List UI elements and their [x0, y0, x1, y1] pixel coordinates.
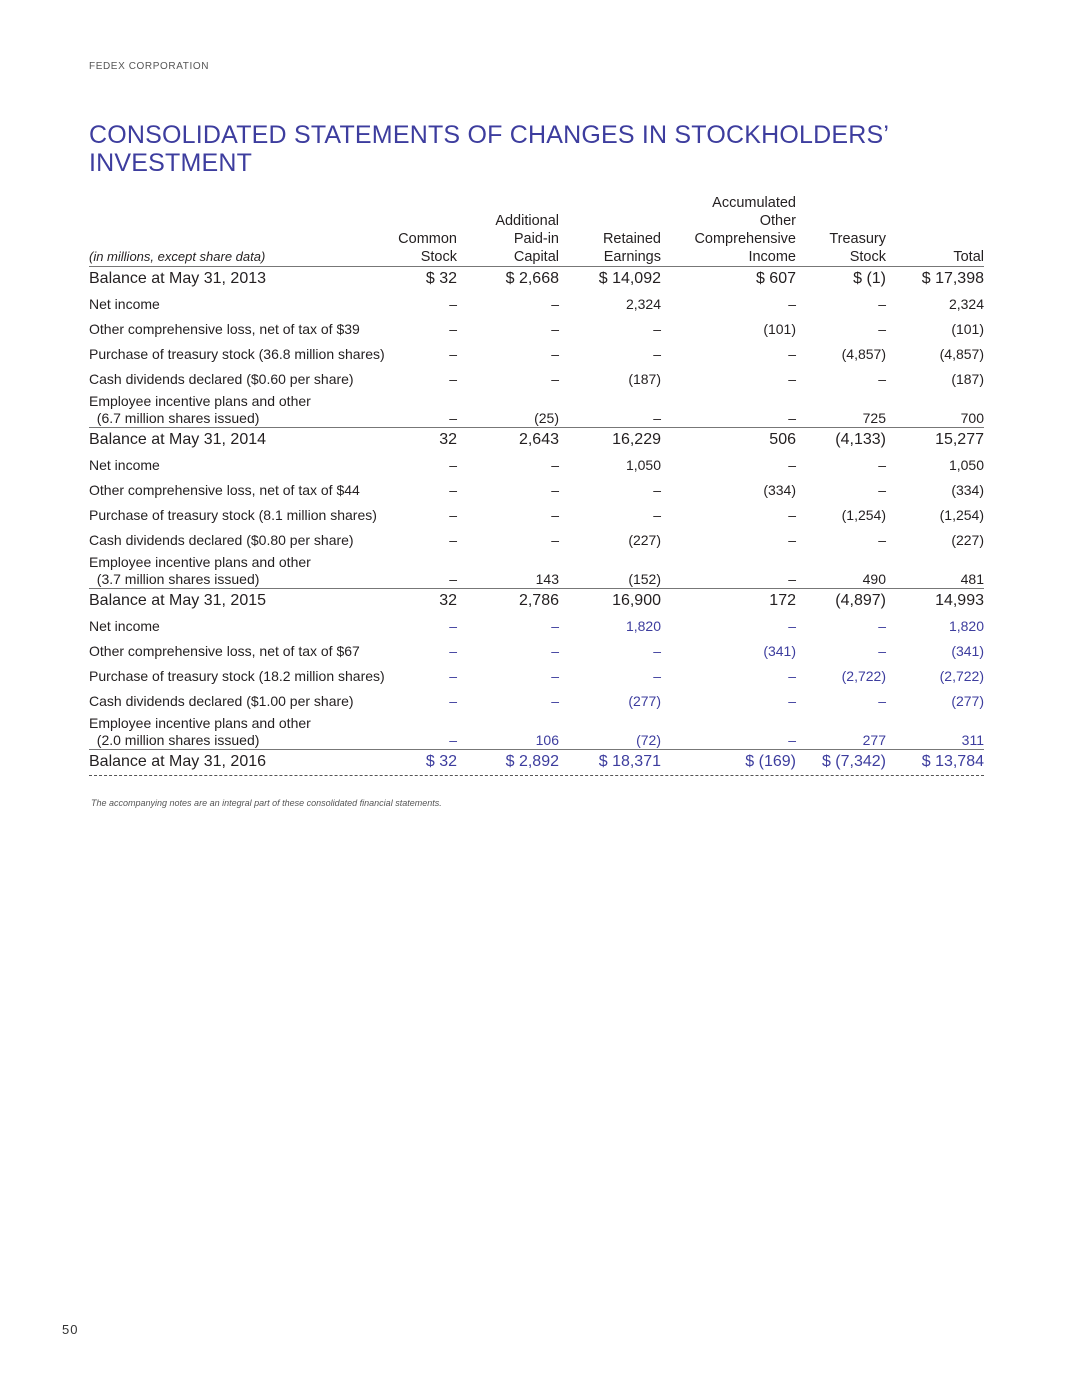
row-label: Purchase of treasury stock (8.1 million shares) — [89, 507, 377, 523]
col-header-accumulated-oci: Accumulated Other Comprehensive Income — [694, 195, 796, 265]
cell-additional-paid-in-capital: – — [551, 371, 559, 387]
table-row — [89, 714, 984, 749]
row-label: Balance at May 31, 2016 — [89, 753, 267, 770]
table-row — [89, 503, 984, 528]
cell-accumulated-oci: – — [788, 668, 796, 684]
cell-accumulated-oci: – — [788, 296, 796, 312]
cell-additional-paid-in-capital: – — [551, 457, 559, 473]
cell-total: 311 — [961, 732, 984, 748]
cell-retained-earnings: – — [653, 346, 661, 362]
cell-total: 15,277 — [935, 431, 984, 448]
row-label: Employee incentive plans and other (3.7 million shares issued) — [89, 554, 311, 587]
row-label: Balance at May 31, 2015 — [89, 592, 267, 609]
row-label: Other comprehensive loss, net of tax of $39 — [89, 321, 360, 337]
cell-additional-paid-in-capital: (25) — [534, 410, 559, 426]
cell-total: 1,050 — [948, 457, 984, 473]
row-label: Net income — [89, 457, 160, 473]
cell-additional-paid-in-capital: – — [551, 668, 559, 684]
row-label: Cash dividends declared ($0.80 per share) — [89, 532, 354, 548]
col-header-treasury-stock: Treasury Stock — [829, 231, 886, 265]
cell-common-stock: – — [449, 321, 457, 337]
cell-additional-paid-in-capital: – — [551, 618, 559, 634]
cell-total: 481 — [960, 571, 984, 587]
cell-total: 14,993 — [935, 592, 984, 609]
cell-treasury-stock: – — [878, 643, 886, 659]
table-header-row — [89, 192, 984, 266]
col-header-additional-paid-in-capital: Additional Paid-in Capital — [495, 213, 559, 265]
cell-common-stock: 32 — [439, 431, 457, 448]
col-header-common-stock: Common Stock — [398, 231, 457, 265]
cell-treasury-stock: (4,133) — [835, 431, 886, 448]
cell-retained-earnings: – — [653, 410, 661, 426]
cell-common-stock: – — [449, 410, 457, 426]
row-label: Employee incentive plans and other (2.0 million shares issued) — [89, 715, 311, 748]
cell-accumulated-oci: – — [788, 618, 796, 634]
cell-treasury-stock: – — [878, 482, 886, 498]
cell-additional-paid-in-capital: – — [551, 693, 559, 709]
cell-retained-earnings: (277) — [628, 693, 661, 709]
col-header-retained-earnings: Retained Earnings — [602, 231, 661, 265]
cell-total: (334) — [951, 482, 984, 498]
units-caption: (in millions, except share data) — [89, 249, 266, 264]
cell-treasury-stock: 277 — [862, 732, 886, 748]
row-label: Balance at May 31, 2013 — [89, 270, 267, 287]
row-label: Purchase of treasury stock (18.2 million shares) — [89, 668, 385, 684]
cell-total: (227) — [951, 532, 984, 548]
row-label: Other comprehensive loss, net of tax of $44 — [89, 482, 360, 498]
cell-additional-paid-in-capital: 106 — [535, 732, 559, 748]
cell-retained-earnings: $ 18,371 — [598, 753, 661, 770]
row-label: Balance at May 31, 2014 — [89, 431, 267, 448]
col-header-total: Total — [953, 249, 984, 265]
cell-retained-earnings: – — [653, 482, 661, 498]
row-label: Net income — [89, 618, 160, 634]
cell-retained-earnings: (187) — [628, 371, 661, 387]
cell-additional-paid-in-capital: – — [551, 296, 559, 312]
table-row — [89, 553, 984, 588]
page-title: CONSOLIDATED STATEMENTS OF CHANGES IN STOCKHOLDERS’ INVESTMENT — [89, 121, 889, 177]
cell-treasury-stock: (4,897) — [835, 592, 886, 609]
cell-common-stock: – — [449, 507, 457, 523]
cell-accumulated-oci: 172 — [769, 592, 796, 609]
cell-common-stock: – — [449, 732, 457, 748]
cell-retained-earnings: – — [653, 668, 661, 684]
table-row — [89, 528, 984, 553]
cell-accumulated-oci: – — [788, 371, 796, 387]
cell-retained-earnings: 16,900 — [612, 592, 661, 609]
cell-retained-earnings: $ 14,092 — [598, 270, 661, 287]
balance-row — [89, 427, 984, 453]
cell-accumulated-oci: – — [788, 457, 796, 473]
cell-additional-paid-in-capital: – — [551, 643, 559, 659]
table-row — [89, 367, 984, 392]
table-row — [89, 453, 984, 478]
cell-total: $ 17,398 — [921, 270, 984, 287]
table-row — [89, 342, 984, 367]
cell-retained-earnings: 16,229 — [612, 431, 661, 448]
table-row — [89, 478, 984, 503]
table-body — [89, 266, 984, 776]
cell-additional-paid-in-capital: – — [551, 321, 559, 337]
balance-row — [89, 749, 984, 776]
table-row — [89, 639, 984, 664]
running-header: FEDEX CORPORATION — [89, 61, 210, 72]
cell-retained-earnings: – — [653, 321, 661, 337]
cell-retained-earnings: (227) — [628, 532, 661, 548]
row-label: Cash dividends declared ($1.00 per share) — [89, 693, 354, 709]
cell-common-stock: – — [449, 571, 457, 587]
cell-retained-earnings: – — [653, 643, 661, 659]
cell-total: 700 — [960, 410, 984, 426]
cell-treasury-stock: (1,254) — [841, 507, 886, 523]
cell-accumulated-oci: – — [788, 346, 796, 362]
cell-treasury-stock: – — [878, 618, 886, 634]
row-label: Cash dividends declared ($0.60 per share) — [89, 371, 354, 387]
cell-additional-paid-in-capital: $ 2,892 — [505, 753, 559, 770]
balance-row — [89, 266, 984, 292]
page-number: 50 — [62, 1322, 79, 1337]
cell-treasury-stock: $ (7,342) — [821, 753, 886, 770]
cell-total: $ 13,784 — [921, 753, 984, 770]
cell-accumulated-oci: – — [788, 507, 796, 523]
cell-accumulated-oci: – — [788, 693, 796, 709]
cell-common-stock: – — [449, 457, 457, 473]
cell-additional-paid-in-capital: $ 2,668 — [505, 270, 559, 287]
cell-accumulated-oci: (341) — [763, 643, 796, 659]
cell-total: (187) — [951, 371, 984, 387]
cell-treasury-stock: 725 — [862, 410, 886, 426]
cell-additional-paid-in-capital: 143 — [535, 571, 559, 587]
cell-common-stock: 32 — [439, 592, 457, 609]
cell-retained-earnings: 2,324 — [625, 296, 661, 312]
cell-treasury-stock: – — [878, 371, 886, 387]
cell-treasury-stock: – — [878, 296, 886, 312]
cell-treasury-stock: – — [878, 321, 886, 337]
cell-additional-paid-in-capital: – — [551, 507, 559, 523]
row-label: Employee incentive plans and other (6.7 million shares issued) — [89, 393, 311, 426]
cell-retained-earnings: (152) — [628, 571, 661, 587]
cell-accumulated-oci: – — [788, 532, 796, 548]
cell-common-stock: – — [449, 371, 457, 387]
equity-statement-table — [89, 192, 984, 776]
cell-accumulated-oci: $ (169) — [745, 753, 796, 770]
row-label: Other comprehensive loss, net of tax of $67 — [89, 643, 360, 659]
cell-total: (101) — [951, 321, 984, 337]
balance-row — [89, 588, 984, 614]
cell-treasury-stock: (2,722) — [841, 668, 886, 684]
cell-common-stock: – — [449, 668, 457, 684]
cell-accumulated-oci: – — [788, 571, 796, 587]
cell-total: (1,254) — [939, 507, 984, 523]
cell-common-stock: – — [449, 532, 457, 548]
cell-treasury-stock: $ (1) — [853, 270, 886, 287]
cell-accumulated-oci: 506 — [769, 431, 796, 448]
footnote: The accompanying notes are an integral part of these consolidated financial statements. — [91, 798, 442, 808]
cell-retained-earnings: 1,820 — [625, 618, 661, 634]
cell-retained-earnings: – — [653, 507, 661, 523]
cell-total: (341) — [951, 643, 984, 659]
cell-total: (2,722) — [939, 668, 984, 684]
table-row — [89, 317, 984, 342]
cell-total: (277) — [951, 693, 984, 709]
cell-common-stock: – — [449, 346, 457, 362]
row-label: Purchase of treasury stock (36.8 million shares) — [89, 346, 385, 362]
cell-common-stock: – — [449, 296, 457, 312]
cell-total: 2,324 — [948, 296, 984, 312]
cell-additional-paid-in-capital: – — [551, 346, 559, 362]
cell-treasury-stock: – — [878, 693, 886, 709]
cell-treasury-stock: – — [878, 457, 886, 473]
cell-additional-paid-in-capital: – — [551, 532, 559, 548]
cell-common-stock: – — [449, 643, 457, 659]
cell-treasury-stock: 490 — [862, 571, 886, 587]
cell-retained-earnings: 1,050 — [625, 457, 661, 473]
cell-treasury-stock: – — [878, 532, 886, 548]
row-label: Net income — [89, 296, 160, 312]
cell-common-stock: – — [449, 618, 457, 634]
cell-common-stock: – — [449, 693, 457, 709]
cell-additional-paid-in-capital: 2,786 — [518, 592, 559, 609]
cell-accumulated-oci: – — [788, 732, 796, 748]
cell-accumulated-oci: – — [788, 410, 796, 426]
cell-total: (4,857) — [939, 346, 984, 362]
table-row — [89, 292, 984, 317]
cell-common-stock: $ 32 — [425, 270, 457, 287]
cell-retained-earnings: (72) — [636, 732, 661, 748]
table-row — [89, 689, 984, 714]
cell-accumulated-oci: (334) — [763, 482, 796, 498]
cell-treasury-stock: (4,857) — [841, 346, 886, 362]
cell-common-stock: $ 32 — [425, 753, 457, 770]
table-row — [89, 664, 984, 689]
cell-accumulated-oci: (101) — [763, 321, 796, 337]
cell-accumulated-oci: $ 607 — [755, 270, 796, 287]
table-row — [89, 392, 984, 427]
cell-additional-paid-in-capital: – — [551, 482, 559, 498]
cell-additional-paid-in-capital: 2,643 — [518, 431, 559, 448]
cell-total: 1,820 — [948, 618, 984, 634]
cell-common-stock: – — [449, 482, 457, 498]
table-row — [89, 614, 984, 639]
